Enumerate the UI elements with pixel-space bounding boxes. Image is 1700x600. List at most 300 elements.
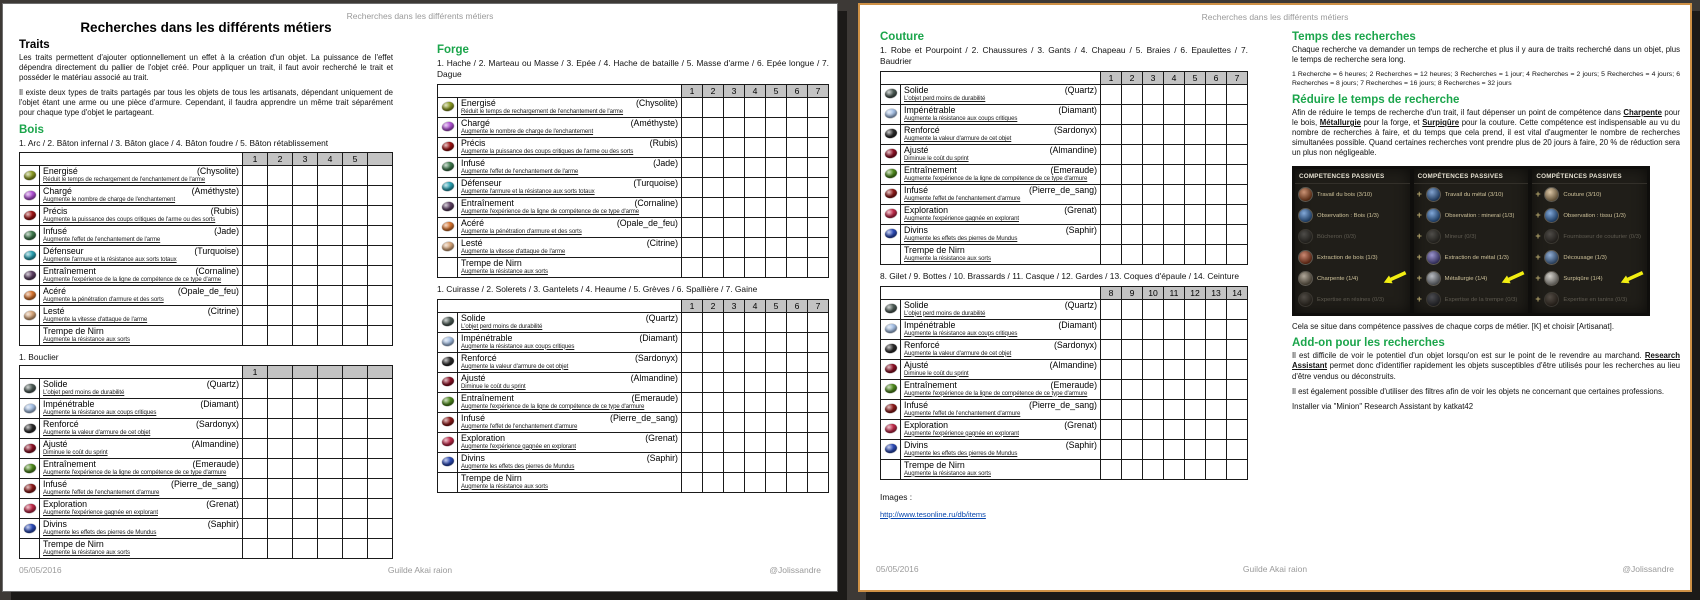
research-cell	[368, 379, 393, 399]
skill-row	[1414, 184, 1529, 205]
research-cell	[1143, 124, 1164, 144]
forge-heading: Forge	[437, 44, 469, 56]
research-cell	[368, 479, 393, 499]
column-number-header: 6	[1206, 71, 1227, 84]
trait-row	[20, 479, 393, 499]
trait-label-cell	[901, 399, 1101, 419]
research-cell	[268, 399, 293, 419]
research-cell	[1101, 379, 1122, 399]
trait-description: L'objet perd moins de durabilité	[461, 322, 543, 330]
gem-icon	[441, 376, 455, 388]
column-number-header: 1	[243, 153, 268, 166]
research-cell	[682, 352, 703, 372]
gem-icon	[23, 230, 37, 242]
research-cell	[1206, 299, 1227, 319]
skill-label: Travail du métal (3/10)	[1444, 191, 1504, 198]
table-corner-cell	[20, 153, 243, 166]
research-cell	[1227, 439, 1248, 459]
gem-cell	[881, 104, 901, 124]
skill-icon	[1426, 271, 1441, 286]
research-cell	[1164, 224, 1185, 244]
research-cell	[1164, 84, 1185, 104]
trait-label-cell	[458, 117, 682, 137]
trait-name: Défenseur	[461, 177, 502, 188]
trait-row	[438, 137, 829, 157]
research-cell	[787, 352, 808, 372]
research-cell	[1143, 459, 1164, 479]
running-header: Recherches dans les différents métiers	[1201, 12, 1349, 22]
bouclier-table-wrap	[19, 365, 393, 559]
research-cell	[293, 206, 318, 226]
column-number-header: 6	[787, 299, 808, 312]
research-cell	[1185, 399, 1206, 419]
trait-name: Trempe de Nirn	[43, 326, 104, 337]
trait-name: Trempe de Nirn	[43, 539, 104, 550]
research-cell	[724, 197, 745, 217]
research-cell	[268, 206, 293, 226]
research-cell	[368, 439, 393, 459]
research-cell	[318, 519, 343, 539]
trait-stone: (Saphir)	[646, 452, 678, 463]
research-cell	[293, 166, 318, 186]
forge-weapon-table-wrap	[437, 84, 829, 278]
trait-name: Entraînement	[461, 197, 514, 208]
gem-icon	[23, 210, 37, 222]
research-cell	[1101, 439, 1122, 459]
trait-stone: (Rubis)	[210, 206, 239, 217]
research-cell	[703, 97, 724, 117]
gem-icon	[23, 190, 37, 202]
gem-cell	[20, 226, 40, 246]
trait-row	[438, 332, 829, 352]
plus-icon: +	[1535, 231, 1541, 242]
footer-guild: Guilde Akai raion	[1242, 564, 1308, 574]
research-cell	[1164, 204, 1185, 224]
gem-icon	[23, 383, 37, 395]
trait-stone: (Almandine)	[1049, 144, 1097, 155]
research-cell	[1122, 184, 1143, 204]
research-cell	[268, 459, 293, 479]
trait-label-cell	[40, 166, 243, 186]
research-cell	[1206, 84, 1227, 104]
table-corner-cell	[881, 71, 1101, 84]
gem-icon	[441, 316, 455, 328]
research-cell	[1164, 439, 1185, 459]
trait-row	[881, 84, 1248, 104]
research-cell	[1227, 379, 1248, 399]
research-cell	[1164, 399, 1185, 419]
skill-icon	[1298, 271, 1313, 286]
skill-panel-1	[1295, 169, 1410, 313]
research-cell	[1227, 104, 1248, 124]
gem-icon	[884, 323, 898, 335]
gem-cell	[20, 379, 40, 399]
trait-stone: (Pierre_de_sang)	[171, 479, 239, 490]
trait-name: Chargé	[43, 186, 72, 197]
skill-label: Observation : Bois (1/3)	[1317, 212, 1379, 219]
trait-name: Infusé	[904, 399, 928, 410]
traits-table-couture_2	[880, 286, 1248, 480]
trait-stone: (Almandine)	[1049, 359, 1097, 370]
trait-label-cell	[901, 164, 1101, 184]
research-cell	[1185, 379, 1206, 399]
trait-stone: (Quartz)	[1064, 299, 1097, 310]
trait-row	[881, 419, 1248, 439]
trait-row	[438, 372, 829, 392]
skill-row	[1532, 268, 1647, 289]
research-cell	[724, 452, 745, 472]
gem-cell	[438, 117, 458, 137]
research-cell	[318, 206, 343, 226]
page-1	[2, 3, 838, 592]
trait-label-cell	[40, 519, 243, 539]
research-cell	[1101, 164, 1122, 184]
research-cell	[1227, 124, 1248, 144]
forge-armor-table-wrap	[437, 299, 829, 493]
gem-icon	[23, 403, 37, 415]
research-cell	[268, 439, 293, 459]
column-number-header: 1	[243, 366, 268, 379]
research-cell	[745, 472, 766, 492]
trait-row	[20, 419, 393, 439]
trait-label-cell	[40, 399, 243, 419]
trait-description: Augmente les effets des pierres de Mundus	[461, 462, 575, 470]
trait-name: Défenseur	[43, 246, 84, 257]
trait-label-cell	[40, 499, 243, 519]
trait-label-cell	[40, 539, 243, 559]
skill-icon	[1298, 208, 1313, 223]
trait-label-cell	[458, 312, 682, 332]
trait-row	[881, 244, 1248, 264]
trait-label-cell	[40, 439, 243, 459]
gem-cell	[438, 217, 458, 237]
research-cell	[368, 419, 393, 439]
footer-date: 05/05/2016	[19, 565, 62, 575]
column-number-header: 3	[293, 153, 318, 166]
research-cell	[1227, 399, 1248, 419]
trait-name: Solide	[461, 312, 486, 323]
trait-label-cell	[458, 412, 682, 432]
research-cell	[1227, 164, 1248, 184]
research-cell	[682, 452, 703, 472]
text-segment: permet donc d'identifier rapidement les objets susceptibles d'être utilisés pour les recherches au lieu d'être vendus ou déconstruits.	[1292, 361, 1680, 381]
research-cell	[808, 197, 829, 217]
research-cell	[318, 419, 343, 439]
research-cell	[368, 459, 393, 479]
research-cell	[1185, 204, 1206, 224]
column-number-header: 14	[1227, 286, 1248, 299]
research-cell	[268, 306, 293, 326]
column-number-header: 6	[787, 84, 808, 97]
trait-name: Trempe de Nirn	[904, 244, 965, 255]
gem-icon	[23, 423, 37, 435]
skill-label: Fournisseur de couturier (0/3)	[1563, 233, 1641, 240]
trait-stone: (Cornaline)	[634, 197, 678, 208]
trait-stone: (Quartz)	[1064, 84, 1097, 95]
skill-icon	[1544, 229, 1559, 244]
research-cell	[787, 117, 808, 137]
trait-description: Augmente le nombre de charge de l'enchantement	[461, 127, 594, 135]
research-cell	[243, 479, 268, 499]
column-number-header: 4	[745, 84, 766, 97]
research-cell	[682, 237, 703, 257]
research-cell	[1185, 299, 1206, 319]
traits-table-bois	[19, 152, 393, 346]
plus-icon: +	[1416, 210, 1422, 221]
trait-stone: (Saphir)	[1065, 224, 1097, 235]
research-cell	[766, 217, 787, 237]
gem-cell	[438, 137, 458, 157]
research-cell	[1101, 84, 1122, 104]
trait-description: Augmente l'expérience de la ligne de compétence de ce type d'armure	[461, 402, 645, 410]
research-cell	[1206, 399, 1227, 419]
temps-paragraph: Chaque recherche va demander un temps de recherche et plus il y aura de traits recherché dans un objet, plus le temps de recherche sera long.	[1292, 45, 1680, 65]
trait-name: Infusé	[461, 412, 485, 423]
trait-row	[20, 166, 393, 186]
gem-icon	[441, 181, 455, 193]
research-cell	[1185, 104, 1206, 124]
research-cell	[293, 286, 318, 306]
trait-description: Réduit le temps de rechargement de l'enchantement de l'arme	[43, 176, 206, 184]
research-cell	[293, 379, 318, 399]
skill-row	[1414, 205, 1529, 226]
gem-icon	[23, 310, 37, 322]
research-cell	[318, 439, 343, 459]
research-cell	[1122, 339, 1143, 359]
skill-icon	[1426, 250, 1441, 265]
research-cell	[293, 399, 318, 419]
research-cell	[682, 412, 703, 432]
trait-label-cell	[458, 332, 682, 352]
research-cell	[745, 452, 766, 472]
research-cell	[682, 197, 703, 217]
gem-cell	[881, 419, 901, 439]
trait-name: Exploration	[904, 204, 949, 215]
research-cell	[1185, 84, 1206, 104]
column-number-header: 2	[703, 84, 724, 97]
gem-icon	[884, 423, 898, 435]
trait-stone: (Diamant)	[1058, 319, 1097, 330]
research-cell	[1101, 124, 1122, 144]
gem-cell	[438, 412, 458, 432]
research-cell	[787, 432, 808, 452]
research-cell	[745, 197, 766, 217]
trait-description: Augmente l'expérience de la ligne de compétence de ce type d'armure	[43, 469, 227, 477]
research-cell	[343, 166, 368, 186]
trait-label-cell	[901, 299, 1101, 319]
research-cell	[1185, 419, 1206, 439]
research-cell	[682, 157, 703, 177]
research-cell	[808, 472, 829, 492]
plus-icon: +	[1416, 252, 1422, 263]
emphasized-term: Charpente	[1623, 107, 1662, 117]
trait-description: Augmente l'expérience gagnée en explorant	[904, 214, 1019, 222]
trait-name: Solide	[43, 379, 68, 390]
research-cell	[766, 392, 787, 412]
research-cell	[343, 399, 368, 419]
research-cell	[682, 372, 703, 392]
gem-cell	[438, 332, 458, 352]
trait-description: Augmente la valeur d'armure de cet objet	[904, 349, 1012, 357]
research-cell	[368, 246, 393, 266]
research-cell	[703, 392, 724, 412]
skill-icon	[1426, 292, 1441, 307]
research-cell	[243, 499, 268, 519]
research-cell	[343, 206, 368, 226]
couture-item-list-2: 8. Gilet / 9. Bottes / 10. Brassards / 11. Casque / 12. Gardes / 13. Coques d'épaule / 14. Ceinture	[880, 270, 1239, 281]
research-cell	[724, 177, 745, 197]
skill-icon	[1544, 271, 1559, 286]
research-cell	[318, 379, 343, 399]
skill-label: Travail du bois (3/10)	[1317, 191, 1373, 198]
plus-icon: +	[1535, 252, 1541, 263]
research-cell	[703, 237, 724, 257]
research-cell	[243, 226, 268, 246]
research-cell	[1227, 184, 1248, 204]
research-cell	[1206, 204, 1227, 224]
research-cell	[787, 137, 808, 157]
column-number-header: 12	[1185, 286, 1206, 299]
trait-name: Précis	[43, 206, 68, 217]
research-cell	[1227, 224, 1248, 244]
column-number-header	[343, 366, 368, 379]
trait-row	[20, 399, 393, 419]
research-cell	[1185, 319, 1206, 339]
trait-description: Augmente la valeur d'armure de cet objet	[43, 429, 151, 437]
research-cell	[1122, 459, 1143, 479]
research-cell	[1122, 419, 1143, 439]
research-cell	[766, 157, 787, 177]
skill-icon	[1544, 208, 1559, 223]
trait-stone: (Quartz)	[645, 312, 678, 323]
column-number-header: 8	[1101, 286, 1122, 299]
gem-icon	[441, 416, 455, 428]
images-link[interactable]: http://www.tesonline.ru/db/items	[880, 509, 986, 519]
research-cell	[766, 312, 787, 332]
skill-row	[1414, 226, 1529, 247]
trait-row	[881, 224, 1248, 244]
table-corner-cell	[438, 299, 682, 312]
research-cell	[1143, 419, 1164, 439]
trait-row	[881, 319, 1248, 339]
research-cell	[1143, 359, 1164, 379]
research-cell	[268, 226, 293, 246]
research-cell	[745, 432, 766, 452]
trait-description: Augmente les effets des pierres de Mundus	[43, 529, 157, 537]
trait-stone: (Citrine)	[646, 237, 678, 248]
trait-name: Renforcé	[43, 419, 79, 430]
gem-icon	[23, 250, 37, 262]
column-number-header: 1	[1101, 71, 1122, 84]
trait-stone: (Jade)	[214, 226, 239, 237]
research-cell	[1101, 299, 1122, 319]
gem-icon	[884, 148, 898, 160]
page1-footer	[19, 565, 821, 575]
gem-cell	[881, 399, 901, 419]
column-number-header: 11	[1164, 286, 1185, 299]
trait-description: Augmente les effets des pierres de Mundus	[904, 449, 1018, 457]
traits-heading: Traits	[19, 39, 50, 51]
research-cell	[343, 246, 368, 266]
trait-name: Infusé	[461, 157, 485, 168]
yellow-arrow-icon	[1618, 269, 1644, 286]
trait-name: Impénétrable	[461, 332, 513, 343]
bois-heading: Bois	[19, 123, 44, 136]
trait-description: Augmente la pénétration d'armure et des sorts	[461, 227, 582, 235]
gem-icon	[884, 228, 898, 240]
page2-column-left	[880, 19, 1248, 522]
research-cell	[724, 372, 745, 392]
page1-column-left	[19, 18, 393, 565]
research-cell	[724, 472, 745, 492]
trait-label-cell	[458, 97, 682, 117]
trait-description: Augmente la puissance des coups critiques de l'arme ou des sorts	[43, 216, 216, 224]
research-cell	[1143, 244, 1164, 264]
trait-name: Impénétrable	[43, 399, 95, 410]
gem-icon	[441, 121, 455, 133]
column-number-header	[268, 366, 293, 379]
trait-description: Augmente l'expérience de la ligne de compétence de ce type d'armure	[904, 389, 1088, 397]
column-number-header	[293, 366, 318, 379]
trait-description: L'objet perd moins de durabilité	[43, 389, 125, 397]
trait-label-cell	[458, 352, 682, 372]
trait-label-cell	[458, 432, 682, 452]
research-cell	[1143, 299, 1164, 319]
trait-label-cell	[40, 286, 243, 306]
research-cell	[293, 519, 318, 539]
research-cell	[243, 206, 268, 226]
column-number-header: 10	[1143, 286, 1164, 299]
research-cell	[682, 312, 703, 332]
research-cell	[1143, 84, 1164, 104]
gem-icon	[884, 303, 898, 315]
trait-name: Entraînement	[904, 164, 957, 175]
plus-icon: +	[1535, 210, 1541, 221]
trait-name: Impénétrable	[904, 319, 956, 330]
trait-description: Augmente l'effet de l'enchantement d'armure	[904, 194, 1021, 202]
research-cell	[1185, 184, 1206, 204]
trait-name: Divins	[904, 224, 928, 235]
research-cell	[1101, 244, 1122, 264]
plus-icon: +	[1535, 294, 1541, 305]
research-cell	[343, 226, 368, 246]
research-cell	[724, 312, 745, 332]
trait-label-cell	[40, 306, 243, 326]
research-cell	[343, 539, 368, 559]
research-cell	[724, 352, 745, 372]
trait-label-cell	[40, 266, 243, 286]
research-cell	[682, 177, 703, 197]
trait-stone: (Améthyste)	[191, 186, 239, 197]
research-cell	[1164, 184, 1185, 204]
page1-column-right	[437, 18, 829, 499]
research-cell	[1185, 144, 1206, 164]
research-cell	[1122, 104, 1143, 124]
research-cell	[787, 412, 808, 432]
trait-stone: (Opale_de_feu)	[177, 286, 239, 297]
research-cell	[318, 499, 343, 519]
gem-cell	[438, 372, 458, 392]
research-cell	[787, 177, 808, 197]
trait-row	[20, 326, 393, 346]
trait-description: L'objet perd moins de durabilité	[904, 309, 986, 317]
trait-label-cell	[901, 439, 1101, 459]
skill-icon	[1298, 187, 1313, 202]
gem-cell	[20, 166, 40, 186]
research-cell	[1101, 144, 1122, 164]
research-cell	[368, 206, 393, 226]
research-cell	[1227, 299, 1248, 319]
